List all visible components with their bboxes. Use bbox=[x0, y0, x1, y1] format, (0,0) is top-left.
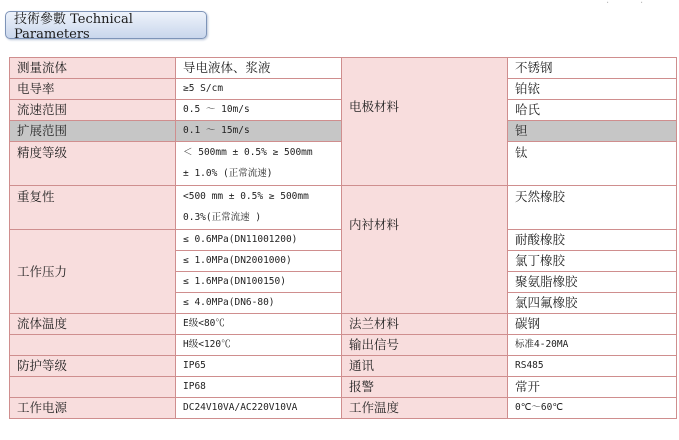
measured-fluid-value: 导电液体、浆液 bbox=[176, 58, 342, 79]
lining-material-5: 氯四氟橡胶 bbox=[508, 293, 677, 314]
lining-material-3: 氯丁橡胶 bbox=[508, 251, 677, 272]
repeatability-value bbox=[176, 186, 342, 230]
output-signal-value: 标准4-20MA bbox=[508, 335, 677, 356]
fluid-temp-value-2: H级<120℃ bbox=[176, 335, 342, 356]
lining-material-4: 聚氨脂橡胶 bbox=[508, 272, 677, 293]
output-signal-label: 输出信号 bbox=[342, 335, 508, 356]
alarm-label: 报警 bbox=[342, 377, 508, 398]
technical-parameters-table bbox=[9, 57, 677, 419]
conductivity-value: ≥5 S/cm bbox=[176, 79, 342, 100]
table-row bbox=[10, 314, 677, 335]
accuracy-line-2: ± 1.0% (正常流速) bbox=[183, 168, 273, 179]
pressure-value-4: ≤ 4.0MPa(DN6-80) bbox=[176, 293, 342, 314]
fluid-temp-empty bbox=[10, 335, 176, 356]
measured-fluid-label: 测量流体 bbox=[10, 58, 176, 79]
alarm-value: 常开 bbox=[508, 377, 677, 398]
flange-material-value: 碳钢 bbox=[508, 314, 677, 335]
accuracy-label: 精度等级 bbox=[10, 142, 176, 186]
flow-range-label: 流速范围 bbox=[10, 100, 176, 121]
pressure-label: 工作压力 bbox=[10, 230, 176, 314]
power-label: 工作电源 bbox=[10, 398, 176, 419]
work-temp-value: 0℃～60℃ bbox=[508, 398, 677, 419]
lining-material-label: 内衬材料 bbox=[342, 186, 508, 314]
comm-label: 通讯 bbox=[342, 356, 508, 377]
electrode-material-5: 钛 bbox=[508, 142, 677, 186]
repeatability-line-1: <500 mm ± 0.5% ≥ 500mm bbox=[183, 191, 309, 202]
fluid-temp-value-1: E级<80℃ bbox=[176, 314, 342, 335]
electrode-material-1: 不锈钢 bbox=[508, 58, 677, 79]
top-right-dots-decoration-2: · bbox=[640, 0, 644, 9]
power-value: DC24V10VA/AC220V10VA bbox=[176, 398, 342, 419]
accuracy-value bbox=[176, 142, 342, 186]
fluid-temp-label: 流体温度 bbox=[10, 314, 176, 335]
tab-label: 技術參數 Technical Parameters bbox=[14, 12, 133, 42]
protection-label: 防护等级 bbox=[10, 356, 176, 377]
table-row bbox=[10, 398, 677, 419]
repeatability-label: 重复性 bbox=[10, 186, 176, 230]
electrode-material-4: 钽 bbox=[508, 121, 677, 142]
table-row bbox=[10, 377, 677, 398]
conductivity-label: 电导率 bbox=[10, 79, 176, 100]
ext-range-label: 扩展范围 bbox=[10, 121, 176, 142]
pressure-value-1: ≤ 0.6MPa(DN11001200) bbox=[176, 230, 342, 251]
pressure-value-3: ≤ 1.6MPa(DN100150) bbox=[176, 272, 342, 293]
work-temp-label: 工作温度 bbox=[342, 398, 508, 419]
flow-range-value: 0.5 ～ 10m/s bbox=[176, 100, 342, 121]
lining-material-1: 天然橡胶 bbox=[508, 186, 677, 230]
protection-value-1: IP65 bbox=[176, 356, 342, 377]
flange-material-label: 法兰材料 bbox=[342, 314, 508, 335]
tab-technical-parameters[interactable] bbox=[5, 11, 207, 42]
table-row bbox=[10, 356, 677, 377]
protection-empty bbox=[10, 377, 176, 398]
table-row bbox=[10, 335, 677, 356]
electrode-material-2: 铂铱 bbox=[508, 79, 677, 100]
pressure-value-2: ≤ 1.0MPa(DN2001000) bbox=[176, 251, 342, 272]
electrode-material-label: 电极材料 bbox=[342, 58, 508, 186]
lining-material-2: 耐酸橡胶 bbox=[508, 230, 677, 251]
comm-value: RS485 bbox=[508, 356, 677, 377]
protection-value-2: IP68 bbox=[176, 377, 342, 398]
repeatability-line-2: 0.3%(正常流速 ) bbox=[183, 212, 262, 223]
top-right-dots-decoration: · bbox=[606, 0, 610, 9]
table-row bbox=[10, 58, 677, 79]
ext-range-value: 0.1 ～ 15m/s bbox=[176, 121, 342, 142]
electrode-material-3: 哈氏 bbox=[508, 100, 677, 121]
accuracy-line-1: ＜ 500mm ± 0.5% ≥ 500mm bbox=[183, 147, 313, 158]
